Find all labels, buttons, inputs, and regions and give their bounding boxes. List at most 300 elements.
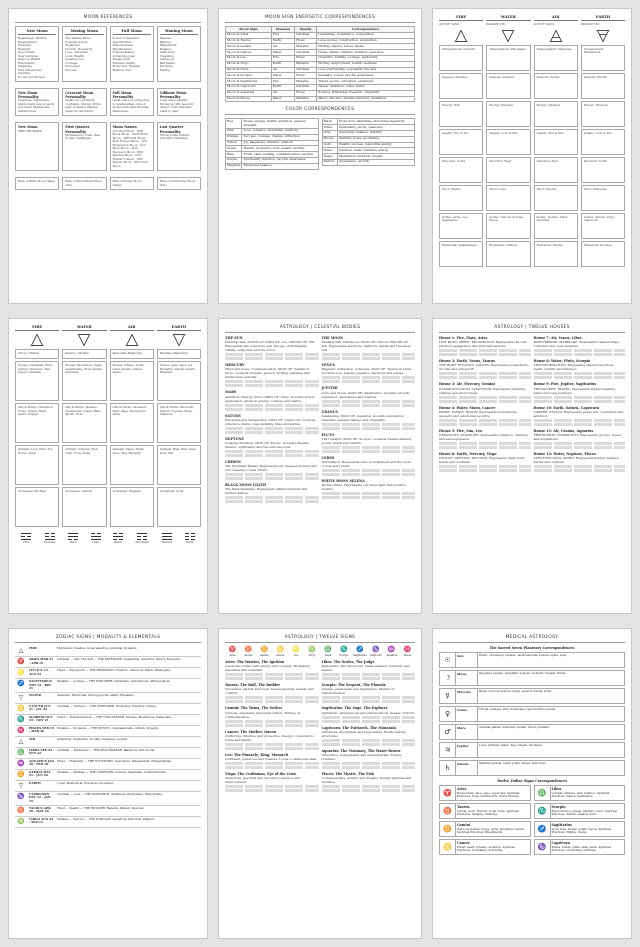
zodiac-row bbox=[15, 668, 201, 679]
zodiac-glyph: ♈ bbox=[228, 646, 237, 653]
page-title: MOON REFERENCES bbox=[15, 15, 201, 23]
text-line-placeholder bbox=[322, 720, 416, 723]
color-cell: Pink bbox=[226, 128, 242, 134]
element-attribute: Archangel: Raphael bbox=[110, 487, 154, 527]
text-line-placeholder bbox=[439, 400, 531, 403]
section-text: Compassionate, artistic and dreamy. Deeply spiritual and intuitive. bbox=[321, 776, 412, 785]
text-line-placeholder bbox=[225, 789, 319, 792]
text-line-placeholder bbox=[439, 442, 531, 445]
element-heading: FIRE bbox=[15, 325, 59, 331]
zodiac-sign-icon bbox=[336, 646, 351, 657]
element-attribute: Energy: Will bbox=[439, 101, 483, 127]
page-title: ZODIAC SIGNS | MODALITY & ELEMENTALS bbox=[15, 635, 201, 643]
zodiac-name: LIBRA SEP 23 - OCT 22 bbox=[29, 747, 55, 756]
section-heading: House 2: Earth, Venus, Taurus bbox=[439, 359, 496, 364]
page-twelve-houses bbox=[432, 318, 632, 614]
section-heading: House 12: Water, Neptune, Pisces bbox=[533, 452, 596, 457]
zodiac-glyph-icon: ♍ bbox=[17, 817, 25, 825]
table-cell: Mutable bbox=[295, 44, 317, 50]
moon-phase-columns bbox=[15, 26, 201, 84]
zodiac-glyph-label: Pisces bbox=[403, 654, 412, 657]
trigram-bar bbox=[68, 533, 78, 535]
element-attribute: Energy: Intellect bbox=[534, 101, 578, 127]
zodiac-glyph-label: Libra bbox=[324, 654, 332, 657]
text-section bbox=[225, 460, 319, 480]
medical-sign-text: Liver, hips, thighs, sciatic nerve. Spiritual Practices: Hiking, travel. bbox=[551, 826, 611, 835]
zodiac-row bbox=[15, 679, 201, 693]
zodiac-glyph-icon: ♏ bbox=[17, 715, 25, 723]
zodiac-row bbox=[15, 817, 201, 828]
element-heading: AIR bbox=[534, 15, 578, 21]
zodiac-glyph-icon: ▽ bbox=[18, 781, 24, 789]
text-line-placeholder bbox=[322, 376, 416, 379]
element-columns bbox=[439, 15, 625, 269]
moon-info-cell bbox=[157, 88, 201, 116]
planet-glyph-icon: ♀ bbox=[440, 707, 456, 721]
trigram-bar bbox=[45, 533, 55, 535]
table-cell: Mutable bbox=[295, 96, 317, 102]
element-attribute: Arrow / Father bbox=[15, 349, 59, 359]
section-text: The Dark Feminine. Represents primal instincts and hidden desires. bbox=[225, 487, 308, 496]
element-attribute: Temperament: Melancholic bbox=[581, 45, 625, 71]
section-heading: BLACK MOON LILITH bbox=[225, 483, 267, 488]
moon-info-cell bbox=[15, 122, 59, 171]
zodiac-glyph: ♏ bbox=[340, 646, 348, 653]
zodiac-glyph: ♋ bbox=[276, 646, 284, 653]
moon-footer-label: Rate of Unwinding Moon (Yin) bbox=[157, 177, 201, 190]
zodiac-description: Fixed — Humanity — THE ECCENTRIC. Innovative, Independent, Humanitarian. bbox=[57, 758, 172, 763]
zodiac-name: GEMINI MAY 21 - JUN 20 bbox=[29, 769, 51, 778]
color-cell: Neutrality, balance, stability bbox=[337, 130, 414, 136]
medical-sign-row bbox=[534, 803, 626, 819]
text-section bbox=[225, 730, 319, 750]
moon-phase-column bbox=[62, 26, 106, 82]
trigram-label: Wind bbox=[69, 539, 77, 544]
section-heading: House 11: Air, Uranus, Aquarius bbox=[533, 428, 594, 433]
zodiac-description: Loyal, Methodical, Practical, Grounded. bbox=[57, 780, 114, 785]
section-text: Divine Virtue. Represents our inner light and positive destiny. bbox=[321, 483, 406, 492]
table-cell: Earth bbox=[271, 61, 294, 67]
text-line-placeholder bbox=[534, 469, 626, 472]
zodiac-glyph-label: Aries bbox=[229, 654, 236, 657]
table-cell: Fixed bbox=[295, 73, 317, 79]
trigram-label: Earth bbox=[185, 539, 194, 544]
element-attribute: Zodiac: Taurus, Virgo, Capricorn bbox=[581, 213, 625, 239]
moon-phase-line: Addictions bbox=[159, 50, 175, 54]
color-cell: Abundance, growth bbox=[337, 159, 414, 165]
element-attribute: Animals: Eagle, Hawk, Dove, Bee, Butterfly bbox=[110, 445, 154, 485]
element-subheading: PASSIVE YIN bbox=[486, 22, 506, 26]
zodiac-sign-icon bbox=[241, 646, 256, 657]
text-line-placeholder bbox=[225, 404, 319, 407]
moon-phase-line: The Waxing Moon bbox=[65, 36, 91, 40]
moon-phase-line: Resolutions bbox=[18, 60, 35, 65]
text-line-placeholder bbox=[439, 376, 531, 379]
section-text: CAREER: STATUS. Represents public life, reputation and ambition. bbox=[533, 409, 624, 418]
moon-phase-column bbox=[110, 26, 154, 82]
section-text: Magnetic Attraction. Cohesive. SIGN OF: Taurus & Libra. Governs love, beauty, pleasure, harmony and values. bbox=[321, 367, 413, 376]
element-triangle-icon bbox=[172, 333, 186, 347]
element-attribute: Oils & Herbs: Jasmine, Chamomile, Lemon Balm, Myrrh, Rose bbox=[62, 403, 106, 443]
text-section bbox=[225, 414, 319, 434]
table-cell: Water bbox=[271, 73, 294, 79]
element-attribute: Animals: Bear, Bull, Deer, Wolf, Owl bbox=[157, 445, 201, 485]
element-attribute: Feminine Balancing bbox=[157, 349, 201, 359]
trigram-row bbox=[15, 532, 201, 544]
zodiac-glyph-label: Virgo bbox=[308, 654, 316, 657]
element-attribute: Energy: Physical bbox=[581, 101, 625, 127]
element-column bbox=[110, 325, 154, 529]
table-cell: Cardinal bbox=[295, 84, 317, 90]
zodiac-glyph: ♌ bbox=[292, 646, 300, 653]
text-line-placeholder bbox=[534, 465, 626, 468]
table-cell: Love, money, construction, acquisition bbox=[317, 38, 415, 44]
section-text: Internal Self, Childhood. SIGN OF: Cancer. HOUSE OF: 4th. Represents emotions, instincts, habits and the inner self. bbox=[321, 340, 411, 353]
section-heading: Leo: The Pinnacle, King, Monarch bbox=[225, 752, 289, 757]
moon-phase-line: Healing bbox=[159, 46, 171, 51]
section-heading: Libra: The Scales, The Judge bbox=[321, 660, 375, 664]
text-line-placeholder bbox=[322, 789, 416, 792]
text-line-placeholder bbox=[322, 353, 416, 356]
element-attribute: Temperament: Sanguine bbox=[534, 45, 578, 71]
element-attribute: Stones: Moonstone, Pearl, Aquamarine, Rose Quartz, Amethyst bbox=[62, 361, 106, 401]
text-section bbox=[225, 437, 319, 457]
celestial-left-column bbox=[225, 336, 319, 506]
section-heading: House 10: Earth, Saturn, Capricorn bbox=[533, 405, 600, 410]
element-attribute: Seasons: Spring bbox=[534, 73, 578, 99]
medical-sign-row bbox=[534, 839, 626, 855]
table-cell: Water bbox=[271, 96, 294, 102]
medical-sign-row bbox=[439, 821, 531, 837]
moon-phase-line: Release bbox=[159, 36, 171, 40]
table-cell: Moon in Capricorn bbox=[226, 84, 272, 90]
element-attribute: Elemental: Undines bbox=[486, 241, 530, 267]
element-attribute: Masculine Balancing bbox=[110, 349, 154, 359]
section-text: PHILOSOPHY: TRAVEL. Represents higher learning, belief and long journeys. bbox=[533, 386, 617, 395]
moon-phase-line: Love, Attraction bbox=[65, 50, 89, 54]
element-heading: EARTH bbox=[581, 15, 625, 21]
zodiac-row bbox=[15, 657, 201, 668]
zodiac-sign-icon bbox=[257, 646, 272, 657]
section-heading: Sagittarius: The Sage, The Explorer bbox=[321, 706, 388, 711]
text-line-placeholder bbox=[225, 380, 319, 383]
table-header: Moon Sign bbox=[226, 27, 272, 33]
table-cell: Writing, inquiry, travel, media bbox=[317, 44, 415, 50]
table-cell: Moon in Leo bbox=[226, 55, 272, 61]
medical-sign-text: Nervous system, lungs, arms, shoulders, hands. Spiritual Practices: Breathwork. bbox=[457, 826, 525, 835]
planet-glyph-icon: ☉ bbox=[440, 653, 456, 667]
zodiac-name: SCORPIO OCT 23 - NOV 21 bbox=[29, 714, 53, 723]
moon-phase-line: Balance bbox=[159, 39, 172, 44]
zodiac-glyph-icon: ♓ bbox=[17, 726, 25, 734]
zodiac-description: Cardinal — Loss — THE PATRIARCH. Ambitious, Disciplined, Responsible. bbox=[57, 791, 163, 796]
text-line-placeholder bbox=[534, 446, 626, 449]
zodiac-name: LEO JUL 23 - AUG 22 bbox=[29, 668, 50, 676]
element-triangle-icon bbox=[549, 29, 563, 43]
element-column bbox=[581, 15, 625, 269]
zodiac-description: Sensitive, Emotional, Strong psychic ability, Empathic. bbox=[57, 692, 135, 697]
zodiac-row bbox=[15, 748, 201, 759]
page-title: MOON SIGN ENERGETIC CORRESPONDENCES bbox=[225, 15, 415, 23]
text-line-placeholder bbox=[322, 696, 416, 699]
planet-description: Skeletal system, teeth, joints, knees, skin, hair. bbox=[479, 761, 546, 766]
moon-info-text: FIRE THUNDER bbox=[18, 128, 42, 133]
section-text: SUBCONSCIOUS: SPIRIT. Represents hidden matters, karma and solitude. bbox=[533, 456, 620, 465]
moon-footer-row bbox=[15, 177, 201, 192]
text-line-placeholder bbox=[225, 477, 319, 480]
medical-sign-name: Aries bbox=[457, 787, 467, 792]
moon-info-heading: First Quarter Personality bbox=[65, 125, 90, 134]
moon-info-cell bbox=[15, 88, 59, 116]
text-line-placeholder bbox=[534, 423, 626, 426]
moon-footer-label: Rate of Enrichment Moon (Yin) bbox=[62, 177, 106, 190]
moon-phase-line: Wisdom, Tact bbox=[112, 67, 132, 72]
table-cell: Air bbox=[271, 44, 294, 50]
zodiac-description: Mutable — Inclusion — THE MYSTIC. Compassionate, Artistic, Dreamy. bbox=[57, 725, 159, 730]
section-heading: Cancer: The Mother, Queen bbox=[225, 729, 276, 734]
moon-info-heading: Gibbous Moon Personality bbox=[159, 91, 187, 100]
element-attribute: Tarot: Wands bbox=[439, 185, 483, 211]
text-line-placeholder bbox=[322, 762, 416, 765]
medical-sign-row bbox=[439, 839, 531, 855]
moon-phase-column bbox=[157, 26, 201, 82]
text-line-placeholder bbox=[225, 431, 319, 434]
element-attribute: Stones: Carnelian, Ruby, Garnet, Sunstone, Red Jasper, Obsidian bbox=[15, 361, 59, 401]
zodiac-row bbox=[15, 806, 201, 817]
text-line-placeholder bbox=[439, 353, 531, 356]
zodiac-description: Fixed — Wealth — THE BUILDER. Reliable, Patient, Devoted. bbox=[57, 805, 145, 810]
color-cell: Silver bbox=[322, 148, 337, 154]
page-elements bbox=[432, 8, 632, 304]
trigram-icon bbox=[113, 532, 123, 544]
table-row bbox=[226, 96, 415, 102]
text-section bbox=[225, 660, 319, 680]
zodiac-sign-icon bbox=[384, 646, 399, 657]
table-cell: Sexuality, power, psychic awareness bbox=[317, 73, 415, 79]
page-twelve-signs bbox=[218, 628, 422, 939]
text-section bbox=[322, 706, 416, 722]
planet-description: Heart, circulatory system, cardiovascular system, spine, eyes. bbox=[479, 653, 568, 658]
celestial-right-column bbox=[322, 336, 416, 506]
table-cell: Fixed bbox=[295, 90, 317, 96]
moon-phase-line: Opportunity bbox=[18, 50, 36, 54]
text-line-placeholder bbox=[322, 492, 416, 495]
table-cell: Creativity, fertility, courage, leadership bbox=[317, 55, 415, 61]
element-attribute: Elemental: Gnomes bbox=[581, 241, 625, 267]
trigram-bar bbox=[162, 536, 172, 538]
color-cell: Love, romance, friendship, harmony bbox=[242, 128, 318, 134]
section-text: CREATIVITY: PLEASURE. Represents romance, children and self-expression. bbox=[439, 433, 528, 442]
moon-phase-line: Beginnings, Rebirth bbox=[18, 36, 47, 40]
color-row bbox=[322, 159, 415, 165]
page-moon-sign-correspondences bbox=[218, 8, 422, 304]
moon-phase-line: Seeking love bbox=[65, 57, 84, 61]
element-attribute: Animals: Lion, Ram, Fox, Horse, Tiger bbox=[15, 445, 59, 485]
text-section bbox=[225, 336, 319, 360]
zodiac-sign-icon bbox=[352, 646, 367, 657]
element-triangle-icon bbox=[77, 333, 91, 347]
section-text: LIFE BODY: SPIRIT: BEGINNINGS. Represents the self, physical appearance and first impressions. bbox=[439, 340, 527, 349]
planet-row bbox=[439, 652, 625, 668]
zodiac-glyph-icon: ♏ bbox=[535, 804, 551, 818]
moon-phase-line: Purifying bbox=[159, 64, 173, 68]
moon-footer-label: Rate of Birth Moon (Yang) bbox=[15, 177, 59, 190]
element-attribute: Quality: Cold & Dry bbox=[581, 129, 625, 155]
planet-glyph-icon: ♄ bbox=[440, 761, 456, 775]
element-heading: FIRE bbox=[439, 15, 483, 21]
moon-phase-line: New Ventures bbox=[18, 53, 38, 58]
planet-name: Saturn bbox=[456, 761, 478, 775]
medical-signs-right bbox=[534, 785, 626, 857]
table-cell: Air bbox=[271, 90, 294, 96]
section-heading: URANUS bbox=[321, 409, 338, 414]
zodiac-name: WATER bbox=[29, 692, 41, 697]
zodiac-name: AQUARIUS JAN 20 - FEB 18 bbox=[29, 758, 55, 767]
zodiac-name: TAURUS APR 20 - MAY 20 bbox=[29, 805, 51, 814]
text-section bbox=[322, 410, 416, 430]
table-cell: Moon in Pisces bbox=[226, 96, 272, 102]
trigram-icon bbox=[44, 532, 56, 544]
element-heading: AIR bbox=[110, 325, 154, 331]
text-line-placeholder bbox=[225, 473, 319, 476]
trigram-bar bbox=[185, 533, 195, 535]
section-text: COMMUNICATION: COGNITION. Represents learning, siblings and short travel. bbox=[439, 386, 527, 395]
moon-info-cell bbox=[62, 122, 106, 171]
trigram-bar bbox=[91, 536, 101, 538]
color-row bbox=[226, 163, 319, 169]
section-text: Intense, passionate and mysterious. Master of transformation. bbox=[321, 687, 395, 696]
text-line-placeholder bbox=[534, 400, 626, 403]
table-header: Quality bbox=[295, 27, 317, 33]
zodiac-description: Fixed — Enjoyment — THE DRAMATIST. Creative, Generous, Warm, Passionate. bbox=[57, 668, 171, 672]
trigram-bar bbox=[68, 536, 78, 538]
signs-left-column bbox=[225, 660, 319, 795]
page-title: ASTROLOGY | TWELVE HOUSES bbox=[439, 325, 625, 333]
zodiac-glyph-icon: ♒ bbox=[17, 759, 25, 767]
medical-sign-text: Reproductive organs, bladder, colon. Spiritual Practices: Tantra, shadow work. bbox=[551, 808, 617, 817]
section-text: Awakening. SIGN OF: Aquarius. Governs innovation, rebellion, sudden change and originality. bbox=[321, 413, 405, 422]
moon-info-heading: Crescent Moon Personality bbox=[65, 91, 94, 100]
zodiac-row bbox=[15, 693, 201, 704]
zodiac-sign-icon bbox=[321, 646, 336, 657]
color-cell: Spirituality, purity, cleansing bbox=[337, 125, 414, 131]
table-cell: Moon in Virgo bbox=[226, 61, 272, 67]
text-line-placeholder bbox=[225, 677, 319, 680]
element-attribute: Tarot: Cups bbox=[486, 185, 530, 211]
table-cell: Cardinal bbox=[295, 32, 317, 38]
section-heading: JUPITER bbox=[321, 386, 338, 391]
color-table-left bbox=[225, 118, 319, 169]
zodiac-row bbox=[15, 759, 201, 770]
zodiac-glyph-label: Scorpio bbox=[339, 654, 349, 657]
zodiac-row bbox=[15, 770, 201, 781]
text-line-placeholder bbox=[534, 396, 626, 399]
moon-phase-line: Luck, Wealth bbox=[65, 53, 84, 58]
zodiac-sign-icon bbox=[400, 646, 415, 657]
zodiac-glyph-icon: ♈ bbox=[440, 786, 456, 800]
table-cell: Fire bbox=[271, 55, 294, 61]
zodiac-glyph-icon: ♉ bbox=[17, 806, 25, 814]
color-cell: Gold bbox=[322, 142, 337, 148]
text-section bbox=[322, 660, 416, 680]
moon-phase-line: Banishment bbox=[159, 43, 177, 47]
trigram-bar bbox=[185, 536, 195, 538]
zodiac-name: EARTH bbox=[29, 780, 41, 785]
trigram-icon bbox=[21, 532, 31, 544]
medical-sign-text: Throat, neck, thyroid, vocal cords. Spiritual Practices: Singing, chanting. bbox=[457, 808, 519, 817]
text-line-placeholder bbox=[322, 743, 416, 746]
medical-sign-row bbox=[439, 785, 531, 801]
element-attribute: Stones: Citrine, Topaz, Clear Quartz, Amber, Agate bbox=[110, 361, 154, 401]
text-section bbox=[534, 452, 626, 472]
table-cell: Air bbox=[271, 67, 294, 73]
text-section bbox=[322, 386, 416, 406]
medical-sign-text: Knees, bones, joints, skin, teeth. Spiritual Practices: Grounding, earthing. bbox=[551, 844, 611, 853]
text-line-placeholder bbox=[322, 473, 416, 476]
text-section bbox=[322, 772, 416, 792]
text-line-placeholder bbox=[225, 743, 319, 746]
page-moon-references bbox=[8, 8, 208, 304]
text-line-placeholder bbox=[225, 762, 319, 765]
moon-phase-line: Success bbox=[65, 67, 77, 72]
table-cell: Cardinal bbox=[295, 50, 317, 56]
zodiac-description: Mutable — Siblings — THE VISIONARY. Curious, Adaptable, Communicative. bbox=[57, 769, 167, 774]
element-heading: WATER bbox=[486, 15, 530, 21]
zodiac-glyph-icon: ♌ bbox=[17, 669, 25, 676]
trigram-bar bbox=[113, 533, 123, 535]
text-section bbox=[439, 406, 531, 426]
section-text: External Self, Adulthood. SIGN OF: Leo. HOUSE OF: 5th. Represents the conscious self, the ego, individuality, vitality, willpower and life force. bbox=[225, 340, 316, 353]
zodiac-description: Mutable — Service — THE SCHOLAR. Analytical, Practical, Diligent. bbox=[57, 816, 155, 821]
text-line-placeholder bbox=[322, 423, 416, 426]
color-cell: Stability, home, grounding bbox=[337, 136, 414, 142]
text-section bbox=[225, 706, 319, 726]
trigram-icon bbox=[135, 532, 149, 544]
color-cell: Brown bbox=[322, 136, 337, 142]
trigram-bar bbox=[137, 533, 147, 535]
element-attribute: Oils & Herbs: Lavender, Mint, Sage, Eucalyptus, Anise bbox=[110, 403, 154, 443]
text-line-placeholder bbox=[439, 349, 531, 352]
medical-sign-row bbox=[439, 803, 531, 819]
table-cell: Moon in Aries bbox=[226, 32, 272, 38]
moon-info-cell bbox=[110, 88, 154, 116]
color-cell: Indigo bbox=[322, 154, 337, 160]
section-heading: Virgo: The Craftsman, Eye of the Crow bbox=[225, 772, 297, 777]
zodiac-glyph-label: Sagittarius bbox=[353, 654, 367, 657]
page-title: MEDICAL ASTROLOGY bbox=[439, 635, 625, 643]
planet-name: Mercury bbox=[456, 689, 478, 703]
trigram-bar bbox=[162, 533, 172, 535]
zodiac-glyph: ♐ bbox=[356, 646, 364, 653]
table-cell: Moon in Sagittarius bbox=[226, 79, 272, 85]
zodiac-name: VIRGO AUG 23 - SEP 22 bbox=[29, 816, 54, 825]
color-cell: Green bbox=[226, 146, 242, 152]
section-heading: VENUS bbox=[321, 363, 335, 368]
element-attribute: Temperament: Choleric bbox=[439, 45, 483, 71]
element-column bbox=[157, 325, 201, 529]
table-cell: Moon in Cancer bbox=[226, 50, 272, 56]
text-line-placeholder bbox=[225, 357, 319, 360]
planet-row bbox=[439, 670, 625, 686]
planet-correspondence-list bbox=[439, 652, 625, 776]
section-heading: Taurus: The Bull, The Builder bbox=[225, 683, 281, 688]
moon-phase-line: Letting go bbox=[159, 57, 175, 61]
moon-phase-line: Cleansing bbox=[159, 53, 174, 58]
text-line-placeholder bbox=[322, 357, 416, 360]
color-cell: White bbox=[322, 125, 337, 131]
planet-row bbox=[439, 760, 625, 776]
color-cell: Orange bbox=[226, 134, 242, 140]
